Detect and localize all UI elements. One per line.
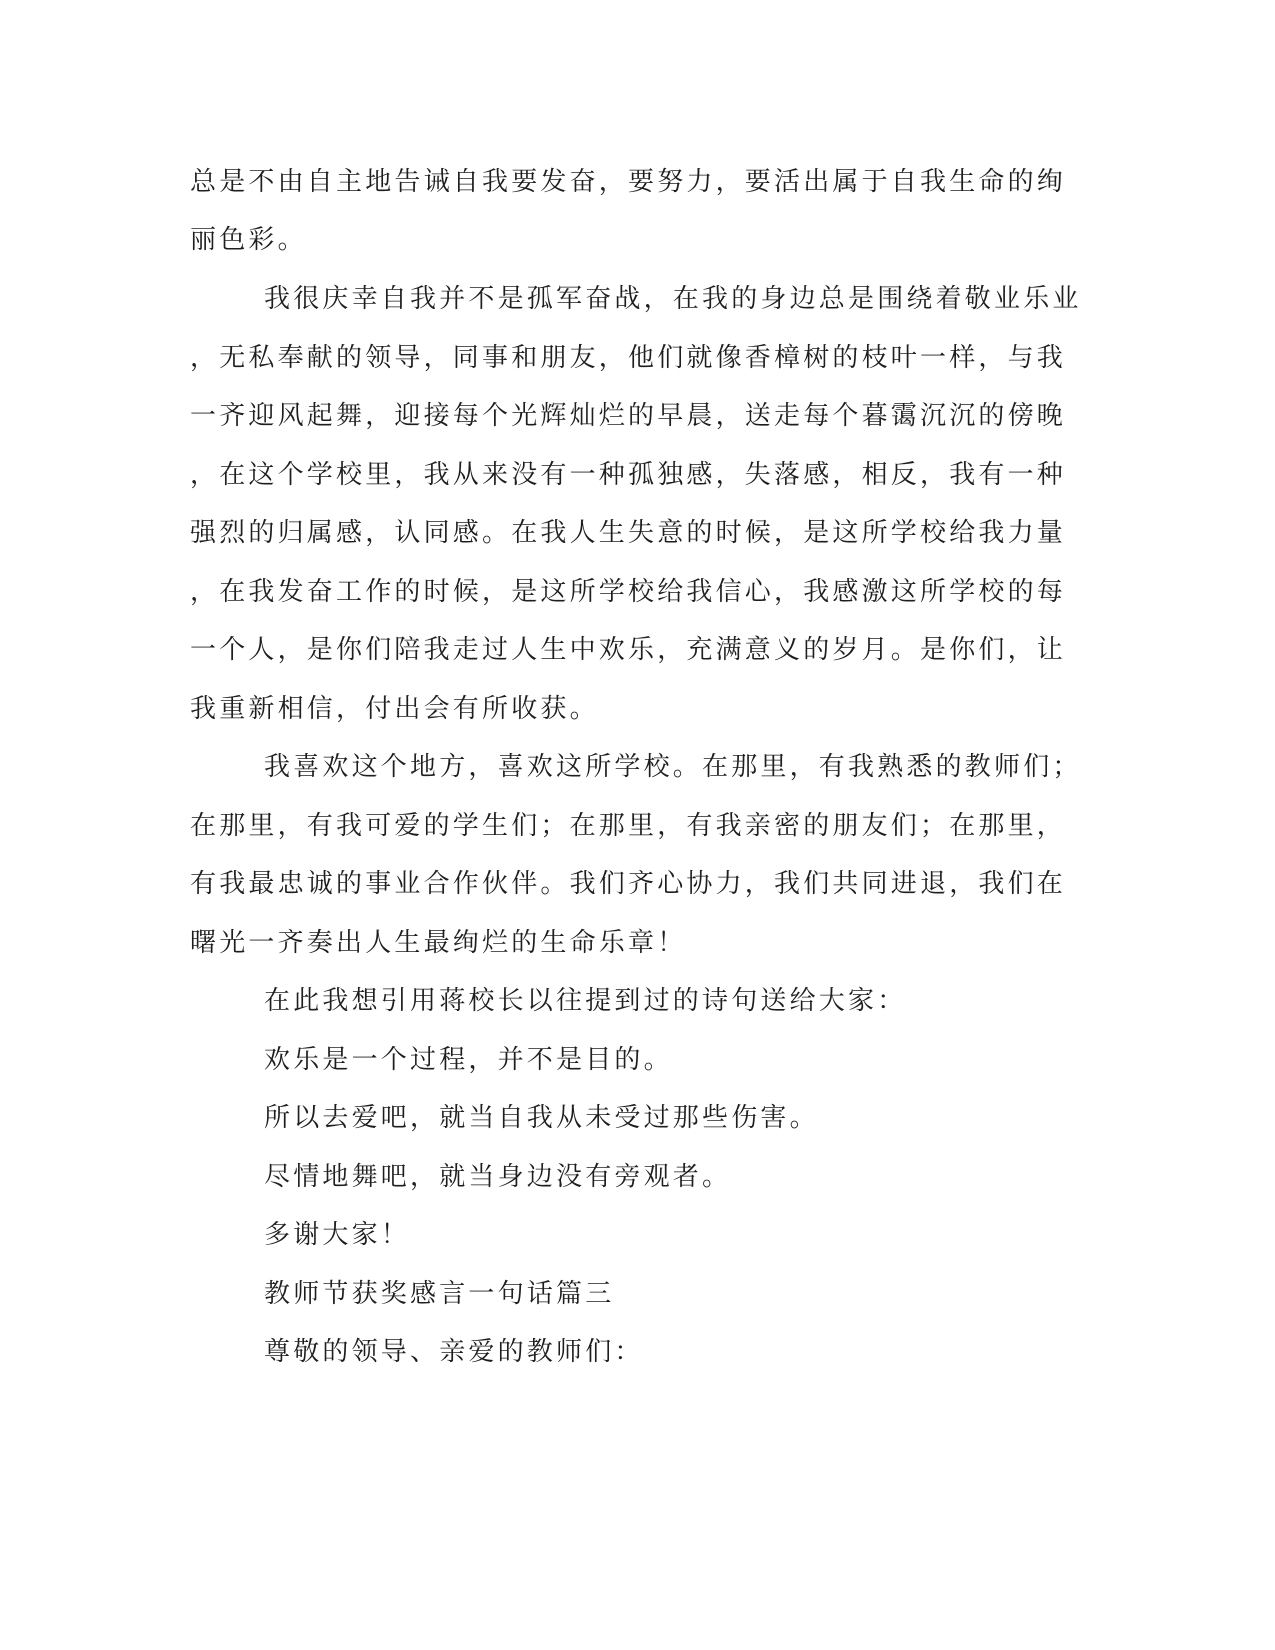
text-line: 一齐迎风起舞，迎接每个光辉灿烂的早晨，送走每个暮霭沉沉的傍晚 — [190, 401, 1067, 431]
text-line: 尽情地舞吧，就当身边没有旁观者。 — [264, 1162, 732, 1192]
text-line: 在那里，有我可爱的学生们；在那里，有我亲密的朋友们；在那里， — [190, 811, 1067, 841]
salutation: 尊敬的领导、亲爱的教师们： — [264, 1337, 644, 1367]
text-line: ，在这个学校里，我从来没有一种孤独感，失落感，相反，我有一种 — [190, 460, 1067, 490]
text-line: 强烈的归属感，认同感。在我人生失意的时候，是这所学校给我力量 — [190, 518, 1067, 548]
text-line: 欢乐是一个过程，并不是目的。 — [264, 1045, 673, 1075]
text-line: 有我最忠诚的事业合作伙伴。我们齐心协力，我们共同进退，我们在 — [190, 869, 1067, 899]
text-line: 曙光一齐奏出人生最绚烂的生命乐章！ — [190, 928, 687, 958]
text-line: 丽色彩。 — [190, 225, 307, 255]
text-line: 在此我想引用蒋校长以往提到过的诗句送给大家： — [264, 986, 907, 1016]
text-line: 一个人，是你们陪我走过人生中欢乐，充满意义的岁月。是你们，让 — [190, 635, 1067, 665]
text-line: 总是不由自主地告诫自我要发奋，要努力，要活出属于自我生命的绚 — [190, 167, 1067, 197]
section-heading: 教师节获奖感言一句话篇三 — [264, 1279, 615, 1309]
text-line: ，在我发奋工作的时候，是这所学校给我信心，我感激这所学校的每 — [190, 577, 1067, 607]
text-line: 多谢大家！ — [264, 1220, 411, 1250]
text-line: ，无私奉献的领导，同事和朋友，他们就像香樟树的枝叶一样，与我 — [190, 343, 1067, 373]
text-line: 我很庆幸自我并不是孤军奋战，在我的身边总是围绕着敬业乐业 — [264, 284, 1082, 314]
text-line: 我喜欢这个地方，喜欢这所学校。在那里，有我熟悉的教师们； — [264, 752, 1082, 782]
text-line: 所以去爱吧，就当自我从未受过那些伤害。 — [264, 1103, 819, 1133]
text-line: 我重新相信，付出会有所收获。 — [190, 694, 599, 724]
